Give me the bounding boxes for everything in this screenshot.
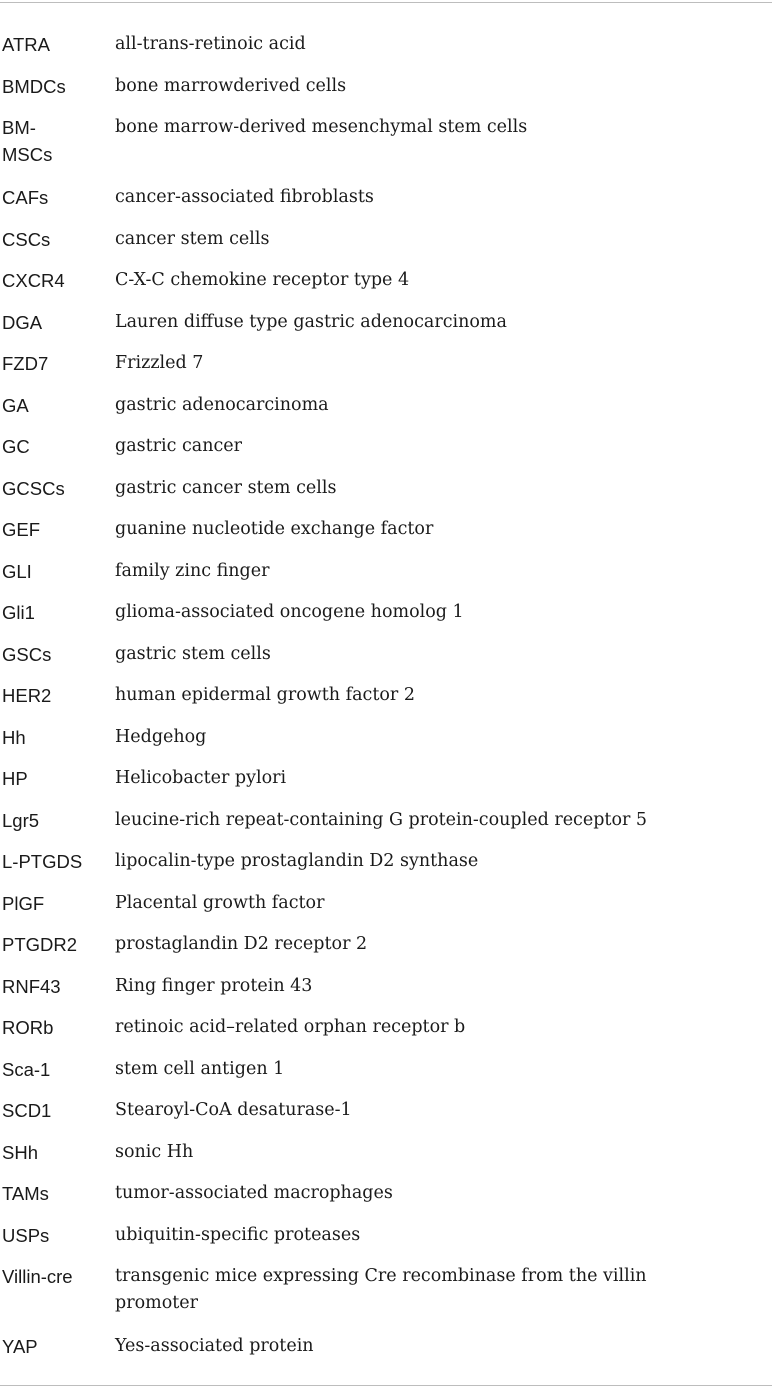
abbreviation-definition: gastric cancer — [115, 436, 243, 456]
abbreviation-definition: gastric adenocarcinoma — [115, 394, 329, 415]
abbreviation-term: ATRA — [2, 34, 50, 55]
table-row — [0, 676, 772, 718]
abbreviation-definition: bone marrow-derived mesenchymal stem cells — [115, 117, 528, 137]
abbreviation-term: GCSCs — [2, 477, 65, 499]
abbreviation-definition: Yes-associated protein — [115, 1336, 314, 1356]
table-row — [0, 1050, 772, 1092]
abbreviation-term: DGA — [2, 311, 43, 333]
abbreviation-definition: leucine-rich repeat-containing G protein-coupled receptor 5 — [115, 809, 648, 830]
abbreviation-definition: family zinc finger — [115, 560, 270, 581]
abbreviation-definition: gastric cancer stem cells — [115, 477, 337, 498]
abbreviation-definition: sonic Hh — [115, 1141, 194, 1162]
abbreviation-term: TAMs — [2, 1183, 49, 1204]
table-row — [0, 261, 772, 303]
table-row — [0, 178, 772, 220]
abbreviation-term: Lgr5 — [2, 809, 40, 831]
abbreviation-term: CXCR4 — [2, 270, 65, 291]
table-row — [0, 1133, 772, 1175]
table-row — [0, 718, 772, 760]
abbreviation-term: L-PTGDS — [2, 851, 83, 872]
table-row — [0, 759, 772, 801]
abbreviation-term-text: BM-MSCs — [2, 117, 53, 165]
table-row — [0, 67, 772, 109]
abbreviation-definition: Ring finger protein 43 — [115, 975, 313, 996]
abbreviation-definition: Placental growth factor — [115, 892, 325, 913]
abbreviation-definition: gastric stem cells — [115, 643, 271, 664]
table-row — [0, 220, 772, 262]
table-row — [0, 967, 772, 1009]
table-row — [0, 469, 772, 511]
abbreviation-term: PTGDR2 — [2, 934, 78, 955]
abbreviation-term: PlGF — [2, 892, 45, 914]
abbreviation-term: GSCs — [2, 643, 52, 665]
table-row — [0, 1091, 772, 1133]
table-row — [0, 842, 772, 884]
table-row — [0, 386, 772, 428]
table-row — [0, 1008, 772, 1050]
abbreviation-definition: Lauren diffuse type gastric adenocarcinoma — [115, 311, 507, 332]
abbreviation-definition: cancer-associated fibroblasts — [115, 187, 374, 207]
table-row — [0, 635, 772, 677]
table-row — [0, 303, 772, 345]
abbreviation-definition: retinoic acid–related orphan receptor b — [115, 1017, 466, 1037]
abbreviation-term: USPs — [2, 1224, 50, 1246]
abbreviation-term: HER2 — [2, 685, 52, 706]
table-row — [0, 1216, 772, 1258]
table-row — [0, 1257, 772, 1327]
table-row — [0, 510, 772, 552]
abbreviation-term: GLI — [2, 560, 32, 582]
abbreviation-definition: lipocalin-type prostaglandin D2 synthase — [115, 851, 479, 871]
abbreviation-definition: C-X-C chemokine receptor type 4 — [115, 270, 410, 290]
abbreviation-term: RNF43 — [2, 975, 61, 997]
table-row — [0, 427, 772, 469]
abbreviation-term: CSCs — [2, 228, 51, 250]
abbreviation-term: Sca-1 — [2, 1058, 51, 1080]
abbreviations-table — [0, 25, 772, 1369]
abbreviation-term: HP — [2, 768, 28, 789]
table-row — [0, 925, 772, 967]
abbreviation-term — [0, 108, 115, 178]
abbreviation-definition: bone marrowderived cells — [115, 75, 347, 96]
abbreviation-term: CAFs — [2, 187, 49, 208]
abbreviation-definition: transgenic mice expressing Cre recombinase from the villin promoter — [115, 1266, 647, 1313]
abbreviation-term: GEF — [2, 519, 41, 540]
abbreviation-term: GC — [2, 436, 30, 457]
abbreviation-definition: glioma-associated oncogene homolog 1 — [115, 602, 464, 622]
abbreviation-definition: Stearoyl-CoA desaturase-1 — [115, 1100, 352, 1120]
table-row — [0, 25, 772, 67]
table-row — [0, 108, 772, 178]
abbreviation-definition: cancer stem cells — [115, 228, 270, 249]
abbreviation-term: RORb — [2, 1017, 54, 1038]
abbreviation-term: BMDCs — [2, 75, 66, 97]
abbreviation-term: YAP — [2, 1336, 38, 1357]
abbreviation-term: SHh — [2, 1141, 38, 1163]
abbreviation-definition: prostaglandin D2 receptor 2 — [115, 934, 368, 954]
table-top-rule — [0, 2, 772, 3]
table-bottom-rule — [0, 1385, 772, 1386]
abbreviation-definition: all-trans-retinoic acid — [115, 34, 306, 54]
table-row — [0, 884, 772, 926]
abbreviation-definition: Hedgehog — [115, 726, 207, 747]
abbreviation-term: Villin-cre — [2, 1266, 73, 1287]
abbreviation-definition: human epidermal growth factor 2 — [115, 685, 415, 705]
abbreviation-term: FZD7 — [2, 353, 49, 374]
abbreviation-term: SCD1 — [2, 1100, 52, 1121]
table-row — [0, 552, 772, 594]
abbreviation-definition: ubiquitin-specific proteases — [115, 1224, 361, 1245]
table-row — [0, 1327, 772, 1369]
abbreviation-term: GA — [2, 394, 29, 416]
table-row — [0, 801, 772, 843]
abbreviation-definition: guanine nucleotide exchange factor — [115, 519, 434, 539]
abbreviation-term: Gli1 — [2, 602, 35, 623]
abbreviation-term: Hh — [2, 726, 26, 748]
table-row — [0, 344, 772, 386]
abbreviation-definition: stem cell antigen 1 — [115, 1058, 285, 1079]
table-row — [0, 593, 772, 635]
abbreviation-definition: tumor-associated macrophages — [115, 1183, 393, 1203]
abbreviation-definition: Helicobacter pylori — [115, 768, 287, 788]
abbreviation-definition: Frizzled 7 — [115, 353, 204, 373]
table-row — [0, 1174, 772, 1216]
